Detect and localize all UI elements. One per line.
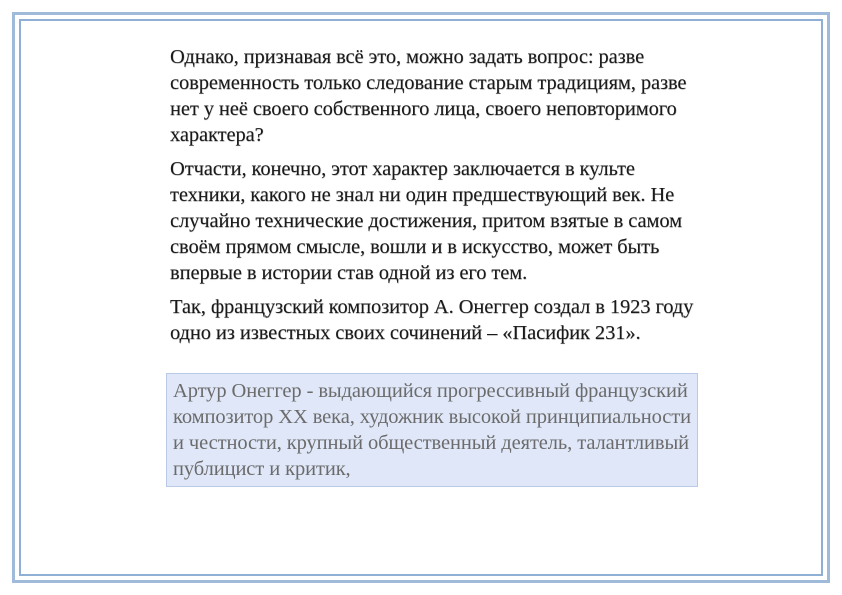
paragraph-1: Однако, признавая всё это, можно задать вопрос: разве современность только следование старым традициям, разве нет у неё своего собственного лица, своего неповторимого характера? (170, 46, 687, 146)
note-text: Артур Онеггер - выдающийся прогрессивный французский композитор XX века, художник высокой принципиальности и честности, крупный общественный деятель, талантливый публицист и критик, (173, 380, 691, 480)
slide-body (170, 44, 700, 354)
paragraph-3: Так, французский композитор А. Онеггер создал в 1923 году одно из известных своих сочинений – «Пасифик 231». (170, 296, 694, 344)
paragraph-2: Отчасти, конечно, этот характер заключается в культе техники, какого не знал ни один предшествующий век. Не случайно технические достижения, притом взятые в самом своём прямом смысле, вошли и в искусство, может быть впервые в истории став одной из его тем. (170, 158, 682, 284)
note-box (166, 373, 698, 487)
